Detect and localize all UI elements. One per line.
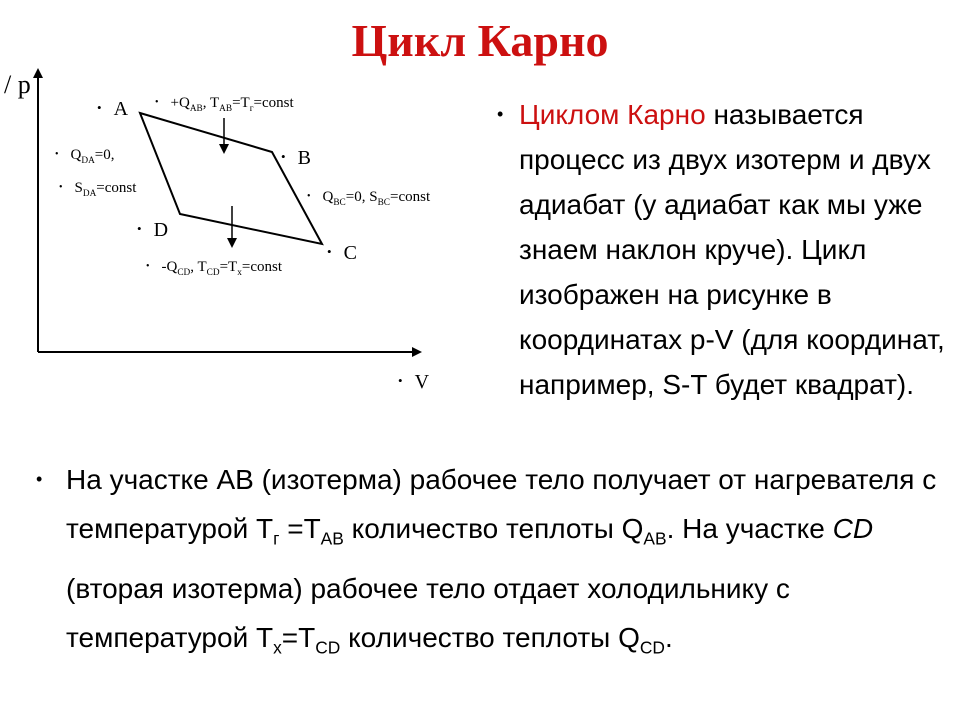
label-ab: • $+Q_{AB}$, $T_{AB}=T_г=const$	[155, 95, 294, 114]
axis-v-label: • V	[398, 371, 430, 393]
definition-paragraph: • Циклом Карно называется процесс из двух изотерм и двух адиабат (у адиабат как мы уже знаем наклон круче). Цикл изображен на рисунке в координатах p-V (для координат, например, S-T будет квадрат).	[497, 92, 957, 407]
point-c: • C	[327, 242, 357, 264]
carnot-term: Циклом Карно	[519, 99, 706, 130]
explanation-paragraph: • На участке АВ (изотерма) рабочее тело получает от нагревателя с температурой $Т_г =Т_{АВ}$ количество теплоты $Q_{АВ}$. На участке CD (вторая изотерма) рабочее тело отдает холодильнику с температурой $Т_х=Т_{CD}$ количество теплоты $Q_{CD}$.	[36, 455, 946, 672]
label-cd: • $-Q_{CD}$, $T_{CD}=T_x=const$	[146, 259, 282, 278]
point-b: • B	[281, 147, 311, 169]
label-da-2: • $S_{DA}=const$	[59, 180, 137, 199]
point-d: • D	[137, 219, 169, 241]
label-da-1: • $Q_{DA}=0$,	[55, 147, 115, 166]
bullet-icon: •	[36, 469, 43, 489]
bullet-icon: •	[497, 104, 504, 124]
label-bc: • $Q_{BC}=0$, $S_{BC}=const$	[307, 189, 431, 208]
point-a: • A	[97, 98, 129, 120]
slide-title: Цикл Карно	[351, 15, 609, 66]
axis-p-label: / p	[4, 70, 31, 99]
